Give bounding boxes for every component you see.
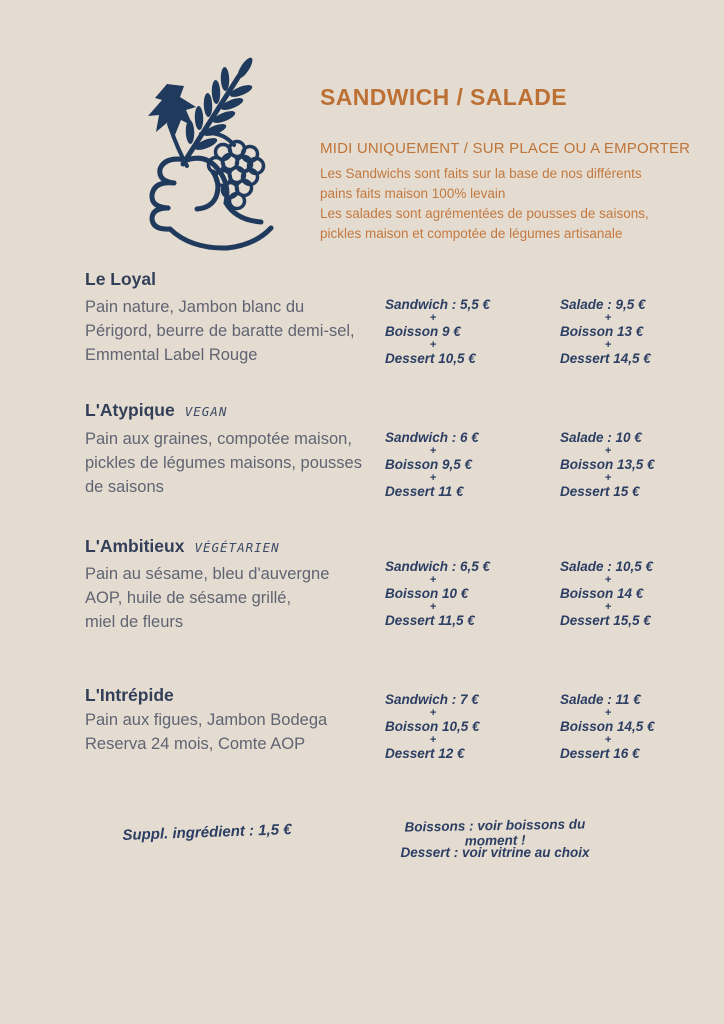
diet-tag: VÉGÉTARIEN xyxy=(194,540,280,555)
plus-sign: + xyxy=(429,339,437,351)
dessert-note: Dessert : voir vitrine au choix xyxy=(400,845,590,860)
menu-item-description xyxy=(85,708,393,756)
description-line: Pain nature, Jambon blanc du xyxy=(85,298,305,316)
price-line: Sandwich : 7 € xyxy=(385,692,479,707)
price-line: Dessert 12 € xyxy=(385,746,465,761)
price-line: Boisson 13 € xyxy=(560,324,644,339)
plus-sign: + xyxy=(429,601,437,613)
price-line: Dessert 11,5 € xyxy=(385,613,475,628)
price-line: Dessert 16 € xyxy=(560,746,640,761)
menu-item-description xyxy=(85,562,393,634)
price-line: Boisson 9 € xyxy=(385,324,461,339)
plus-sign: + xyxy=(604,707,612,719)
menu-item-name xyxy=(85,685,174,706)
price-line: Dessert 15,5 € xyxy=(560,613,651,628)
description-line: Périgord, beurre de baratte demi-sel, xyxy=(85,322,355,340)
description-line: de saisons xyxy=(85,478,164,496)
price-line: Sandwich : 6,5 € xyxy=(385,559,491,574)
plus-sign: + xyxy=(429,574,437,586)
menu-item-name xyxy=(85,536,280,557)
plus-sign: + xyxy=(604,312,612,324)
price-line: Salade : 9,5 € xyxy=(560,297,646,312)
plus-sign: + xyxy=(429,707,437,719)
diet-tag: VEGAN xyxy=(184,404,228,419)
plus-sign: + xyxy=(429,472,437,484)
page-title: SANDWICH / SALADE xyxy=(320,84,568,110)
service-subtitle: MIDI UNIQUEMENT / SUR PLACE OU A EMPORTER xyxy=(320,140,691,157)
price-line: Dessert 14,5 € xyxy=(560,351,651,366)
plus-sign: + xyxy=(604,445,612,457)
plus-sign: + xyxy=(429,734,437,746)
price-line: Sandwich : 6 € xyxy=(385,430,479,445)
plus-sign: + xyxy=(604,734,612,746)
salade-price-block xyxy=(560,560,656,628)
price-line: Dessert 15 € xyxy=(560,484,640,499)
sandwich-price-block xyxy=(385,297,491,366)
price-line: Boisson 14,5 € xyxy=(560,719,655,734)
price-line: Boisson 10,5 € xyxy=(385,719,480,734)
menu-item-name xyxy=(85,400,227,421)
sandwich-price-block xyxy=(385,559,491,628)
salade-note: Les salades sont agrémentées de pousses de saisons, pickles maison et compotée de légumes artisanale xyxy=(320,206,649,241)
price-line: Dessert 11 € xyxy=(385,484,464,499)
price-line: Boisson 10 € xyxy=(385,586,469,601)
sandwich-price-block xyxy=(385,431,481,499)
price-line: Salade : 10 € xyxy=(560,430,642,445)
description-line: Reserva 24 mois, Comte AOP xyxy=(85,735,306,753)
price-line: Salade : 10,5 € xyxy=(560,559,654,574)
plus-sign: + xyxy=(604,472,612,484)
salade-price-block xyxy=(560,693,656,761)
description-line: Pain aux graines, compotée maison, xyxy=(85,430,352,448)
item-name-text: L'Atypique xyxy=(85,400,175,420)
salade-price-block xyxy=(560,298,656,366)
plus-sign: + xyxy=(604,574,612,586)
description-line: pickles de légumes maisons, pousses xyxy=(85,454,362,472)
price-line: Boisson 9,5 € xyxy=(385,457,473,472)
description-line: Emmental Label Rouge xyxy=(85,346,258,364)
description-line: miel de fleurs xyxy=(85,613,184,631)
menu-item-description xyxy=(85,295,393,367)
salade-price-block xyxy=(560,431,656,499)
description-line: AOP, huile de sésame grillé, xyxy=(85,589,292,607)
sandwich-price-block xyxy=(385,693,481,761)
menu-item-name xyxy=(85,269,156,290)
boissons-note: Boissons : voir boissons du moment ! xyxy=(404,816,586,849)
plus-sign: + xyxy=(604,601,612,613)
plus-sign: + xyxy=(604,339,612,351)
sandwich-note: Les Sandwichs sont faits sur la base de nos différents pains faits maison 100% levain xyxy=(320,166,642,201)
price-line: Salade : 11 € xyxy=(560,692,641,707)
price-line: Boisson 13,5 € xyxy=(560,457,655,472)
description-line: Pain au sésame, bleu d'auvergne xyxy=(85,565,330,583)
item-name-text: L'Intrépide xyxy=(85,685,174,705)
price-line: Dessert 10,5 € xyxy=(385,351,476,366)
supplement-note: Suppl. ingrédient : 1,5 € xyxy=(122,821,292,844)
description-line: Pain aux figues, Jambon Bodega xyxy=(85,711,328,729)
plus-sign: + xyxy=(429,312,437,324)
hand-holding-wheat-grapes-icon xyxy=(103,52,293,252)
item-name-text: L'Ambitieux xyxy=(85,536,185,556)
menu-item-description xyxy=(85,427,393,499)
item-name-text: Le Loyal xyxy=(85,269,156,289)
plus-sign: + xyxy=(429,445,437,457)
price-line: Sandwich : 5,5 € xyxy=(385,297,491,312)
price-line: Boisson 14 € xyxy=(560,586,644,601)
